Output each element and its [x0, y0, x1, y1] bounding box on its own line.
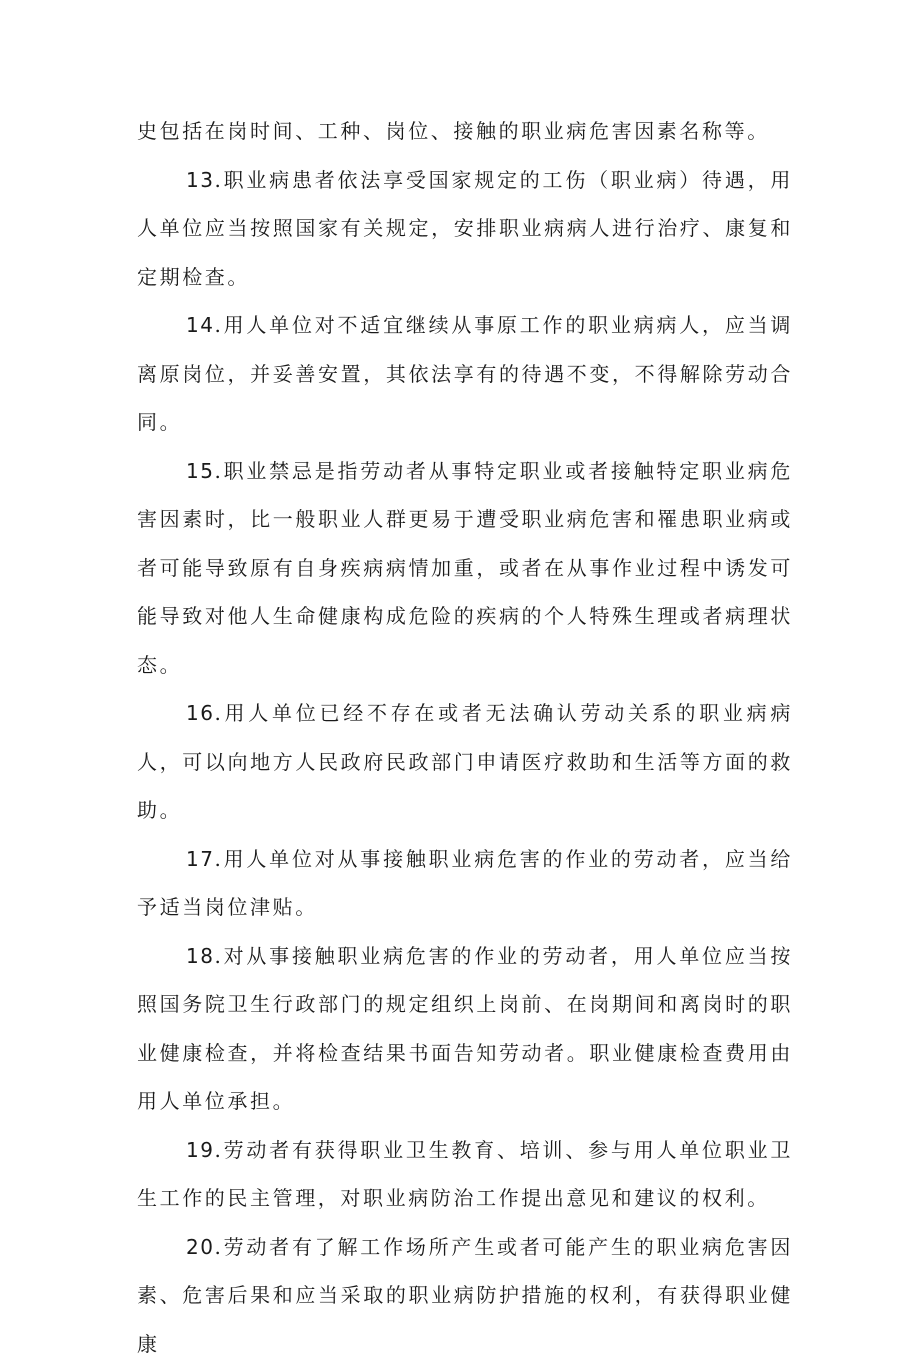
item-number: 18: [186, 944, 214, 968]
paragraph-item-15: [137, 447, 793, 690]
item-number: 17: [186, 847, 214, 871]
document-page: [137, 107, 793, 1368]
paragraph-text: .用人单位对从事接触职业病危害的作业的劳动者，应当给予适当岗位津贴。: [137, 847, 793, 920]
paragraph-item-18: [137, 932, 793, 1126]
paragraph-item-19: [137, 1126, 793, 1223]
item-number: 19: [186, 1138, 214, 1162]
paragraph-text: 史包括在岗时间、工种、岗位、接触的职业病危害因素名称等。: [137, 119, 770, 143]
paragraph-item-17: [137, 835, 793, 932]
paragraph-text: .职业病患者依法享受国家规定的工伤（职业病）待遇，用人单位应当按照国家有关规定，安排职业病病人进行治疗、康复和定期检查。: [137, 168, 793, 289]
item-number: 13: [186, 168, 214, 192]
item-number: 14: [186, 313, 214, 337]
paragraph-text: .对从事接触职业病危害的作业的劳动者，用人单位应当按照国务院卫生行政部门的规定组织上岗前、在岗期间和离岗时的职业健康检查，并将检查结果书面告知劳动者。职业健康检查费用由用人单位承担。: [137, 944, 793, 1114]
paragraph-text: .职业禁忌是指劳动者从事特定职业或者接触特定职业病危害因素时，比一般职业人群更易于遭受职业病危害和罹患职业病或者可能导致原有自身疾病病情加重，或者在从事作业过程中诱发可能导致对他人生命健康构成危险的疾病的个人特殊生理或者病理状态。: [137, 459, 793, 677]
paragraph-text: .用人单位对不适宜继续从事原工作的职业病病人，应当调离原岗位，并妥善安置，其依法享有的待遇不变，不得解除劳动合同。: [137, 313, 793, 434]
item-number: 16: [186, 701, 214, 725]
paragraph-item-20: [137, 1223, 793, 1368]
paragraph-item-13: [137, 156, 793, 302]
paragraph-item-14: [137, 301, 793, 447]
item-number: 15: [186, 459, 214, 483]
paragraph-item-16: [137, 689, 793, 835]
item-number: 20: [186, 1235, 214, 1259]
paragraph-continuation: [137, 107, 793, 156]
paragraph-text: .劳动者有了解工作场所产生或者可能产生的职业病危害因素、危害后果和应当采取的职业病防护措施的权利，有获得职业健康: [137, 1235, 793, 1356]
paragraph-text: .劳动者有获得职业卫生教育、培训、参与用人单位职业卫生工作的民主管理，对职业病防治工作提出意见和建议的权利。: [137, 1138, 793, 1211]
paragraph-text: .用人单位已经不存在或者无法确认劳动关系的职业病病人，可以向地方人民政府民政部门申请医疗救助和生活等方面的救助。: [137, 701, 793, 822]
